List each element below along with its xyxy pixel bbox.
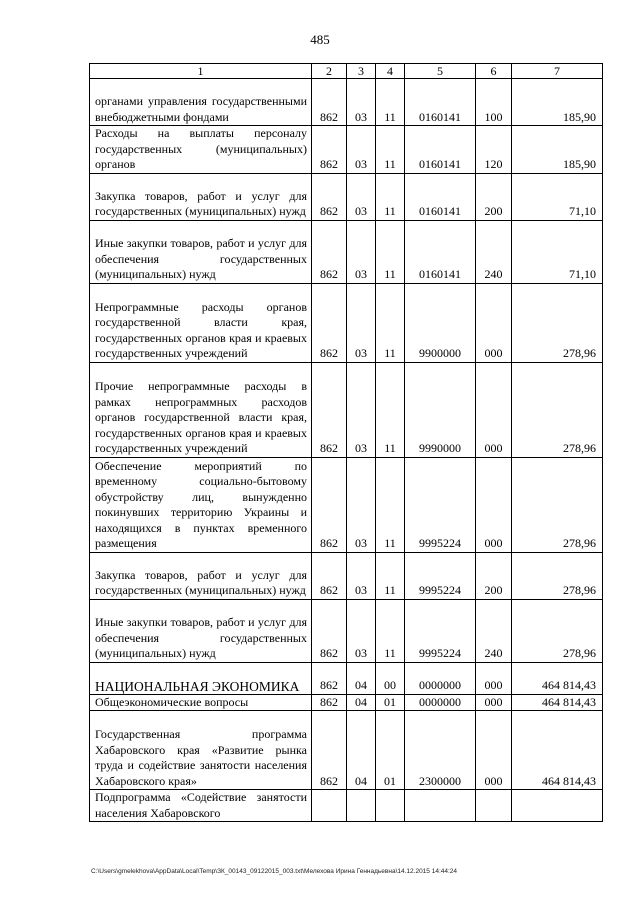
code-cell: 000 <box>476 662 512 694</box>
table-row <box>90 220 603 283</box>
code-cell: 11 <box>376 283 405 362</box>
item-name: Обеспечение мероприятий по временному социально-бытовому обустройству лиц, вынужденно покинувших территорию Украины и находящихся в пунктах временного размещения <box>90 457 312 552</box>
code-cell: 862 <box>312 362 347 457</box>
file-path-footer: C:\Users\gmelekhova\AppData\Local\Temp\ЗК_00143_09122015_003.txt\Мелехова Ирина Геннадьевна\14.12.2015 14:44:24 <box>91 868 458 875</box>
amount-cell: 71,10 <box>512 173 603 220</box>
code-cell: 200 <box>476 552 512 599</box>
item-name: Закупка товаров, работ и услуг для государственных (муниципальных) нужд <box>90 173 312 220</box>
code-cell: 01 <box>376 694 405 711</box>
amount-cell: 464 814,43 <box>512 711 603 790</box>
code-cell: 00 <box>376 662 405 694</box>
code-cell: 0160141 <box>405 173 476 220</box>
code-cell: 0160141 <box>405 79 476 126</box>
code-cell: 0000000 <box>405 694 476 711</box>
item-name: НАЦИОНАЛЬНАЯ ЭКОНОМИКА <box>90 662 312 694</box>
code-cell: 03 <box>347 220 376 283</box>
amount-cell: 278,96 <box>512 457 603 552</box>
code-cell: 9900000 <box>405 283 476 362</box>
code-cell: 000 <box>476 457 512 552</box>
code-cell: 04 <box>347 662 376 694</box>
amount-cell: 185,90 <box>512 126 603 174</box>
table-row <box>90 283 603 362</box>
code-cell: 04 <box>347 694 376 711</box>
item-name: Государственная программа Хабаровского края «Развитие рынка труда и содействие занятости населения Хабаровского края» <box>90 711 312 790</box>
item-name: органами управления государственными внебюджетными фондами <box>90 79 312 126</box>
code-cell: 9990000 <box>405 362 476 457</box>
code-cell: 862 <box>312 79 347 126</box>
amount-cell: 278,96 <box>512 362 603 457</box>
item-name: Общеэкономические вопросы <box>90 694 312 711</box>
table-row-section <box>90 662 603 694</box>
table-row <box>90 599 603 662</box>
header-cell: 7 <box>512 64 603 79</box>
code-cell: 11 <box>376 457 405 552</box>
code-cell: 9995224 <box>405 599 476 662</box>
code-cell: 100 <box>476 79 512 126</box>
code-cell: 000 <box>476 283 512 362</box>
amount-cell: 278,96 <box>512 599 603 662</box>
code-cell: 11 <box>376 552 405 599</box>
code-cell: 862 <box>312 599 347 662</box>
code-cell <box>312 790 347 822</box>
code-cell: 11 <box>376 599 405 662</box>
item-name: Расходы на выплаты персоналу государственных (муниципальных) органов <box>90 126 312 174</box>
table-row <box>90 126 603 174</box>
header-cell: 2 <box>312 64 347 79</box>
code-cell: 03 <box>347 599 376 662</box>
code-cell: 9995224 <box>405 552 476 599</box>
header-cell: 3 <box>347 64 376 79</box>
code-cell <box>376 790 405 822</box>
code-cell: 000 <box>476 362 512 457</box>
code-cell: 200 <box>476 173 512 220</box>
code-cell: 0160141 <box>405 126 476 174</box>
amount-cell: 278,96 <box>512 283 603 362</box>
table-row <box>90 694 603 711</box>
code-cell: 240 <box>476 220 512 283</box>
header-cell: 6 <box>476 64 512 79</box>
amount-cell: 278,96 <box>512 552 603 599</box>
code-cell: 03 <box>347 79 376 126</box>
code-cell: 0000000 <box>405 662 476 694</box>
code-cell: 862 <box>312 220 347 283</box>
code-cell: 04 <box>347 711 376 790</box>
code-cell: 03 <box>347 552 376 599</box>
header-cell: 1 <box>90 64 312 79</box>
code-cell: 03 <box>347 362 376 457</box>
code-cell <box>476 790 512 822</box>
item-name: Подпрограмма «Содействие занятости населения Хабаровского <box>90 790 312 822</box>
table-header-row <box>90 64 603 79</box>
table-row <box>90 79 603 126</box>
item-name: Иные закупки товаров, работ и услуг для обеспечения государственных (муниципальных) нужд <box>90 220 312 283</box>
table-row <box>90 362 603 457</box>
code-cell: 11 <box>376 173 405 220</box>
code-cell: 862 <box>312 711 347 790</box>
header-cell: 4 <box>376 64 405 79</box>
budget-table <box>89 63 603 822</box>
code-cell: 9995224 <box>405 457 476 552</box>
table-row <box>90 711 603 790</box>
amount-cell: 185,90 <box>512 79 603 126</box>
code-cell: 000 <box>476 694 512 711</box>
code-cell: 03 <box>347 126 376 174</box>
page-number: 485 <box>310 32 330 47</box>
code-cell: 240 <box>476 599 512 662</box>
code-cell: 03 <box>347 173 376 220</box>
code-cell: 01 <box>376 711 405 790</box>
item-name: Непрограммные расходы органов государственной власти края, государственных органов края и краевых государственных учреждений <box>90 283 312 362</box>
code-cell: 120 <box>476 126 512 174</box>
code-cell <box>347 790 376 822</box>
table-row <box>90 552 603 599</box>
header-cell: 5 <box>405 64 476 79</box>
code-cell: 862 <box>312 662 347 694</box>
code-cell: 862 <box>312 173 347 220</box>
code-cell: 11 <box>376 220 405 283</box>
amount-cell: 71,10 <box>512 220 603 283</box>
code-cell: 862 <box>312 126 347 174</box>
amount-cell <box>512 790 603 822</box>
item-name: Иные закупки товаров, работ и услуг для обеспечения государственных (муниципальных) нужд <box>90 599 312 662</box>
code-cell: 0160141 <box>405 220 476 283</box>
code-cell: 862 <box>312 694 347 711</box>
table-row <box>90 457 603 552</box>
code-cell: 11 <box>376 126 405 174</box>
table-row <box>90 790 603 822</box>
amount-cell: 464 814,43 <box>512 694 603 711</box>
code-cell: 11 <box>376 362 405 457</box>
item-name: Прочие непрограммные расходы в рамках непрограммных расходов органов государственной власти края, государственных органов края и краевых государственных учреждений <box>90 362 312 457</box>
code-cell: 11 <box>376 79 405 126</box>
item-name: Закупка товаров, работ и услуг для государственных (муниципальных) нужд <box>90 552 312 599</box>
code-cell: 03 <box>347 457 376 552</box>
code-cell: 862 <box>312 283 347 362</box>
code-cell: 03 <box>347 283 376 362</box>
table-row <box>90 173 603 220</box>
code-cell: 000 <box>476 711 512 790</box>
amount-cell: 464 814,43 <box>512 662 603 694</box>
code-cell: 2300000 <box>405 711 476 790</box>
code-cell <box>405 790 476 822</box>
code-cell: 862 <box>312 457 347 552</box>
code-cell: 862 <box>312 552 347 599</box>
